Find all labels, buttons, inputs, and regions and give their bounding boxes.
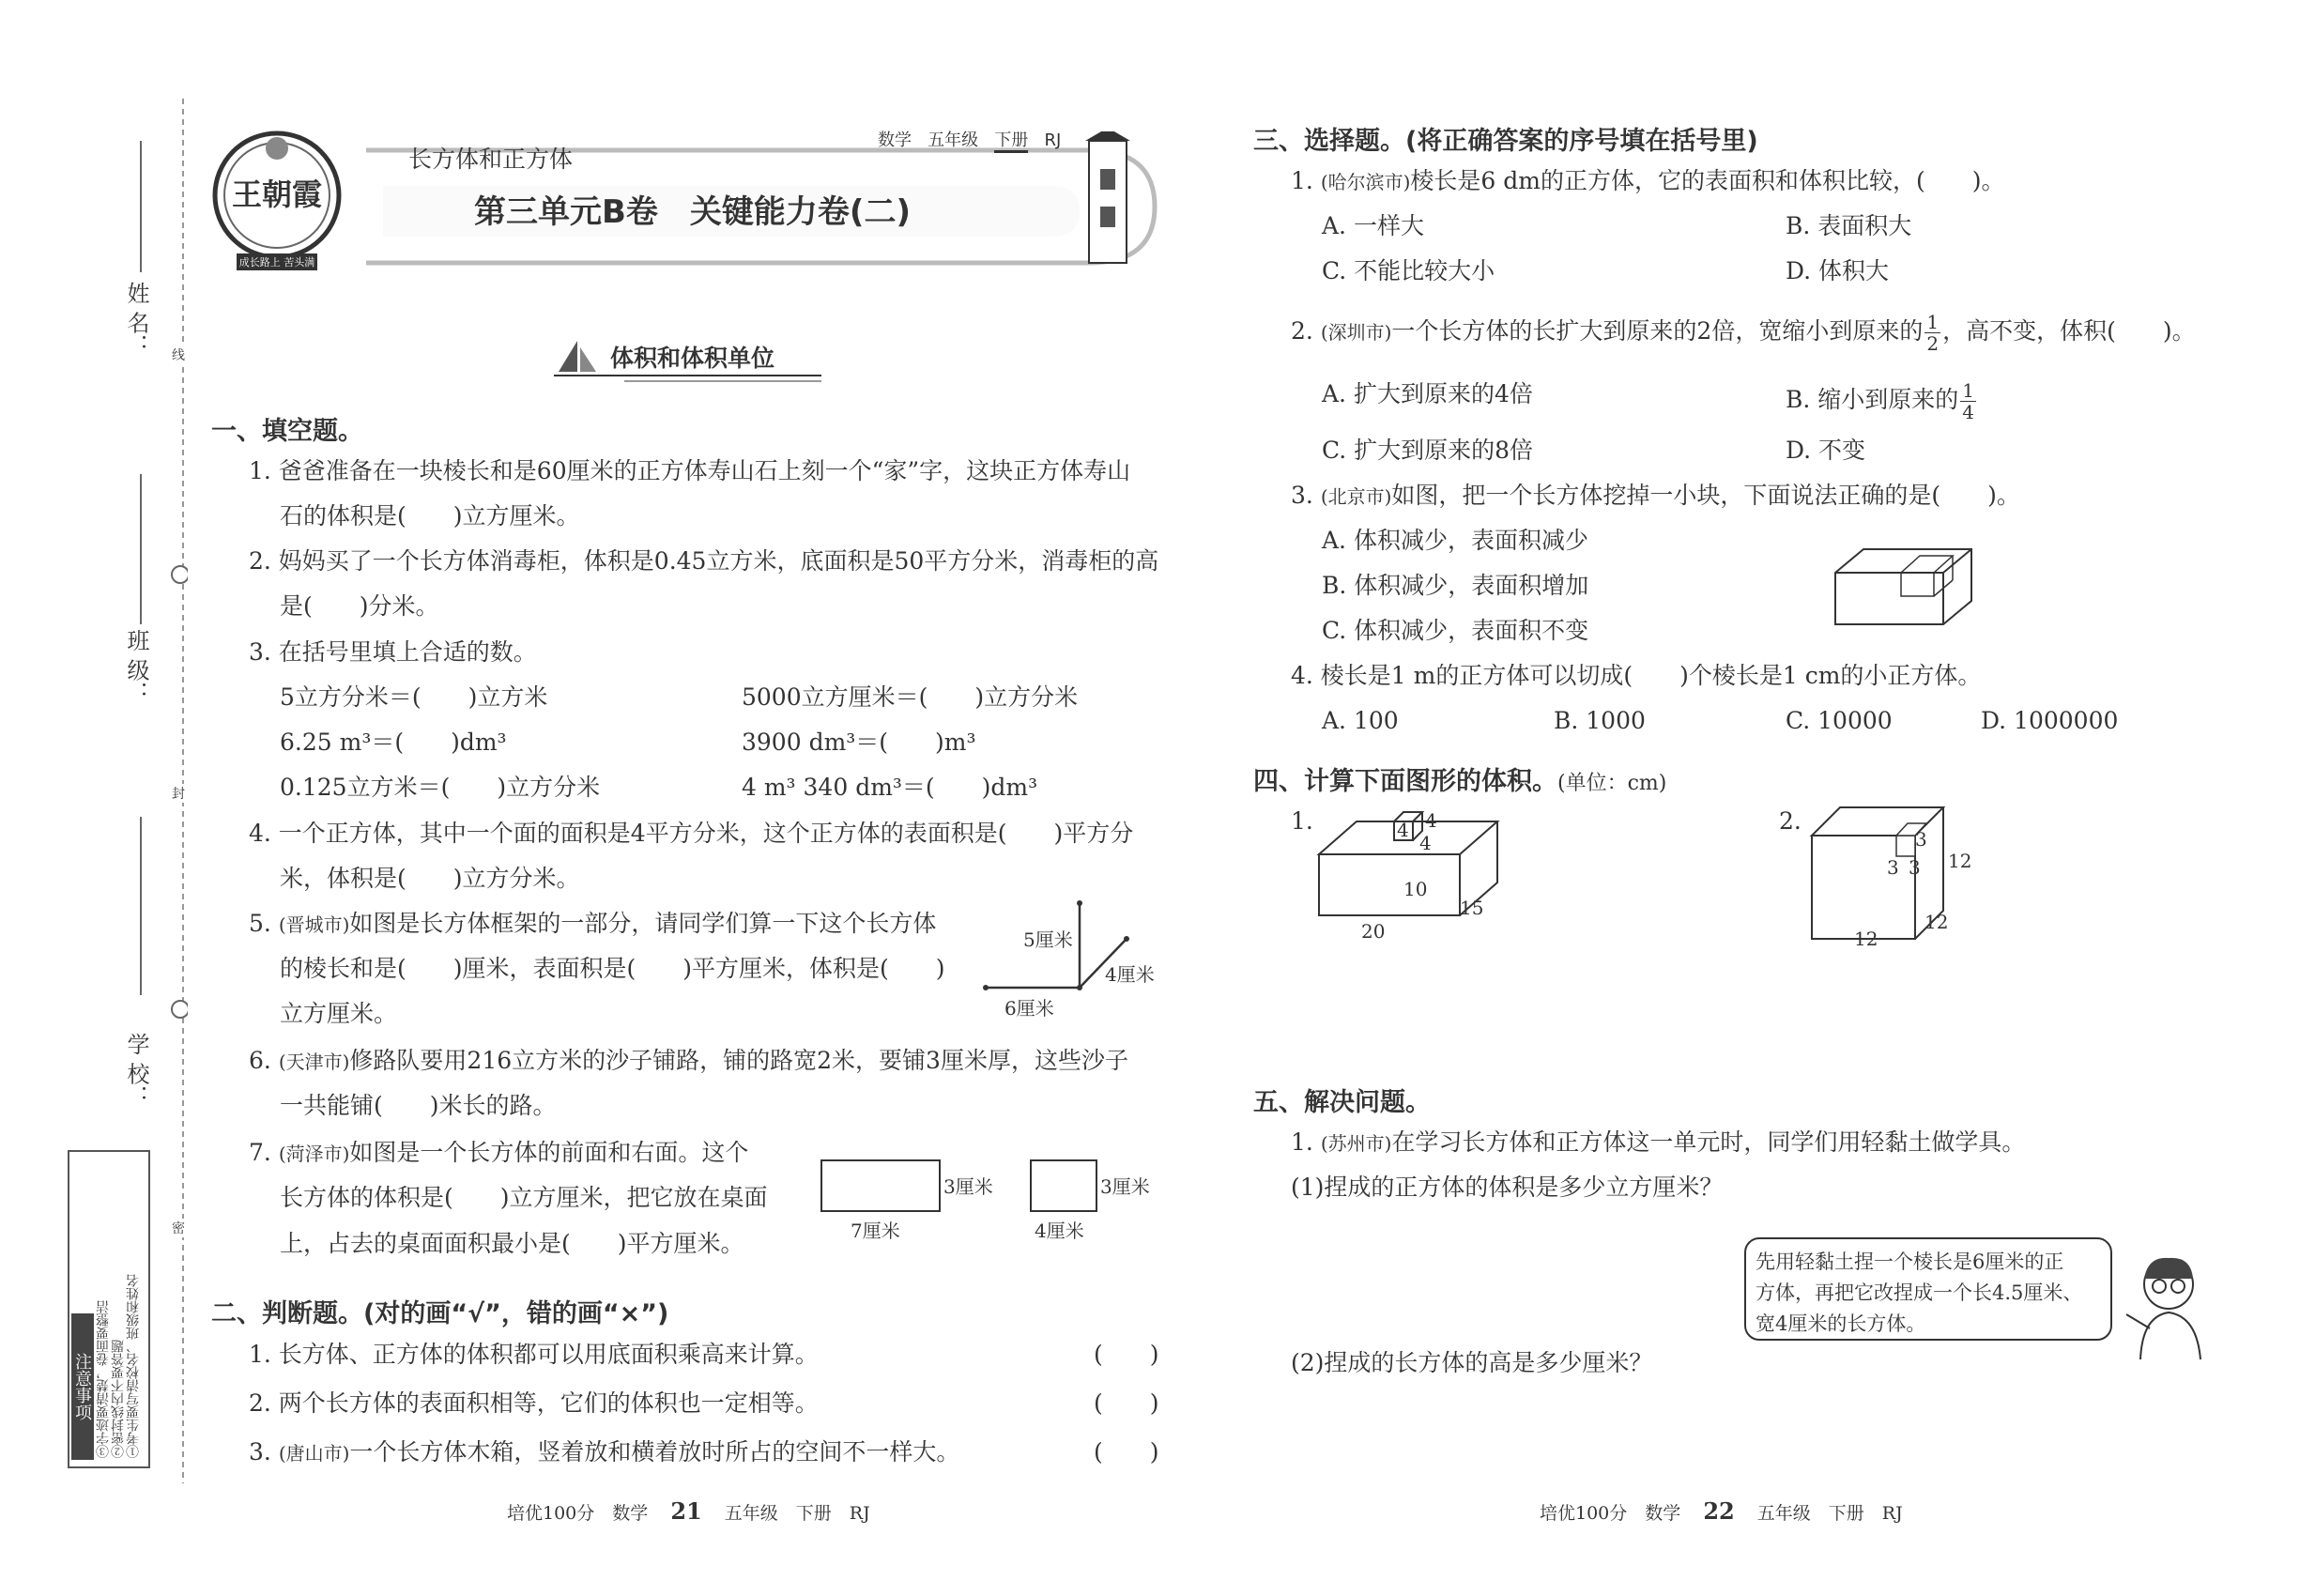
fig1-label-15: 15 — [1460, 897, 1484, 919]
s3-q3-opt-a[interactable]: A. 体积减少，表面积减少 — [1322, 527, 1588, 554]
fig2-label-12-depth: 12 — [1924, 911, 1949, 933]
notice-item: ①考生要写清校名、班级和姓名 — [126, 1274, 141, 1458]
unit-label: 长方体和正方体 — [408, 146, 574, 173]
fig2-label-12-bottom: 12 — [1854, 928, 1878, 950]
footer-left-page: 21 — [670, 1497, 702, 1525]
s1-q3-a: 5立方分米＝( )立方米 — [280, 683, 548, 711]
q7-label-4: 4厘米 — [1035, 1220, 1084, 1242]
footer-left — [507, 1497, 870, 1525]
binding-margin — [0, 0, 188, 1596]
s2-q3-answer[interactable]: ( ) — [1094, 1438, 1159, 1466]
s3-q1-opt-d[interactable]: D. 体积大 — [1786, 257, 1890, 284]
q7-front-face — [820, 1159, 941, 1212]
s4-unit: (单位：cm) — [1557, 772, 1667, 795]
fig1-label-4-front: 4 — [1397, 819, 1409, 841]
s1-q3-e: 0.125立方米＝( )立方分米 — [280, 774, 601, 801]
s2-q2: 2. 两个长方体的表面积相等，它们的体积也一定相等。 — [249, 1389, 819, 1417]
s4-title: 四、计算下面图形的体积。(单位：cm) — [1253, 767, 1667, 796]
fig2-number: 2. — [1779, 807, 1802, 835]
notice-item: ②密封线内不要答题 — [111, 1340, 126, 1458]
bubble-line: 先用轻黏土捏一个棱长是6厘米的正 — [1756, 1251, 2064, 1273]
fig2-label-3-c: 3 — [1909, 856, 1921, 879]
fig1-label-4-side: 4 — [1425, 809, 1437, 832]
s2-q2-answer[interactable]: ( ) — [1094, 1389, 1159, 1417]
s3-q3-opt-b[interactable]: B. 体积减少，表面积增加 — [1322, 572, 1589, 599]
fig1-label-4-bottom: 4 — [1419, 832, 1432, 854]
q3-cut-cuboid-figure — [1831, 545, 1981, 638]
q2-optb-fraction: $\frac{1}{4}$ — [1962, 379, 1975, 423]
s1-q5-line3: 立方厘米。 — [280, 1000, 398, 1027]
s1-q7-line1: 7. (菏泽市)如图是一个长方体的前面和右面。这个 — [249, 1139, 749, 1166]
s1-q6-line2: 一共能铺( )米长的路。 — [280, 1092, 557, 1119]
brand-name: 王朝霞 — [231, 176, 322, 212]
fig1-label-10: 10 — [1403, 878, 1428, 900]
q7-side-face — [1030, 1159, 1097, 1212]
s1-q1-line1: 1. 爸爸准备在一块棱长和是60厘米的正方体寿山石上刻一个“家”字，这块正方体寿山 — [249, 457, 1131, 484]
q7-city: (菏泽市) — [278, 1143, 350, 1165]
s1-q3-c: 6.25 m³＝( )dm³ — [280, 729, 507, 756]
s1-q4-line1: 4. 一个正方体，其中一个面的面积是4平方分米，这个正方体的表面积是( )平方分 — [249, 820, 1134, 847]
section-banner: 体积和体积单位 — [610, 345, 775, 372]
s3-q2: 2. (深圳市)一个长方体的长扩大到原来的2倍，宽缩小到原来的 $\frac{1}{2}$ ，高不变，体积( )。 — [1291, 311, 2196, 355]
hint-bubble — [1744, 1237, 2112, 1341]
s2-q1-answer[interactable]: ( ) — [1094, 1341, 1159, 1368]
s1-title: 一、填空题。 — [211, 417, 363, 446]
s5-sub2: (2)捏成的长方体的高是多少厘米？ — [1291, 1349, 1653, 1376]
subject-meta — [878, 127, 1061, 151]
fig2-label-3-b: 3 — [1887, 856, 1899, 879]
teacher-icon — [2122, 1249, 2225, 1361]
s3-q1-opt-c[interactable]: C. 不能比较大小 — [1322, 257, 1495, 284]
q5-fig-label-4: 4厘米 — [1105, 963, 1155, 986]
q7-label-3a: 3厘米 — [943, 1175, 993, 1198]
s3-q1-city: (哈尔滨市) — [1320, 171, 1411, 193]
s5-q1: 1. (苏州市)在学习长方体和正方体这一单元时，同学们用轻黏土做学具。 — [1291, 1128, 2026, 1156]
s1-q5-line2: 的棱长和是( )厘米，表面积是( )平方厘米，体积是( ) — [280, 955, 945, 982]
s1-q1-line2: 石的体积是( )立方厘米。 — [280, 502, 580, 529]
s3-q3-opt-c[interactable]: C. 体积减少，表面积不变 — [1322, 617, 1589, 644]
s1-q7-line3: 上，占去的桌面面积最小是( )平方厘米。 — [280, 1230, 744, 1257]
footer-left-text: 培优100分 数学 — [507, 1503, 649, 1524]
bubble-line: 方体，再把它改捏成一个长4.5厘米、 — [1756, 1281, 2083, 1304]
s5-q1-city: (苏州市) — [1320, 1132, 1392, 1155]
s3-q3-city: (北京市) — [1320, 485, 1392, 508]
s2-q3-city: (唐山市) — [278, 1442, 350, 1465]
name-label: 姓 名： — [123, 282, 149, 357]
class-label: 班 级： — [123, 629, 149, 704]
footer-right-text: 培优100分 数学 — [1540, 1503, 1681, 1524]
footer-right — [1540, 1497, 1903, 1525]
s3-q4-opt-d[interactable]: D. 1000000 — [1981, 707, 2119, 734]
s3-title: 三、选择题。(将正确答案的序号填在括号里) — [1253, 127, 1758, 156]
s3-q4-opt-c[interactable]: C. 10000 — [1786, 707, 1893, 734]
bubble-line: 宽4厘米的长方体。 — [1756, 1312, 1926, 1335]
cut-label: 封 — [172, 784, 185, 803]
footer-left-meta: 五年级 下册 RJ — [724, 1503, 870, 1524]
cut-label: 线 — [172, 345, 185, 364]
s1-q5-line1: 5. (晋城市)如图是长方体框架的一部分，请同学们算一下这个长方体 — [249, 910, 937, 937]
s3-q1-opt-b[interactable]: B. 表面积大 — [1786, 212, 1912, 239]
s3-q2-city: (深圳市) — [1320, 321, 1392, 344]
meta-grade: 五年级 — [928, 130, 979, 150]
fig2-label-3-a: 3 — [1915, 828, 1927, 851]
brand-slogan: 成长路上 苦头满天 — [238, 256, 315, 284]
meta-edition: RJ — [1044, 130, 1062, 150]
school-label: 学 校： — [123, 1033, 149, 1108]
s3-q1: 1. (哈尔滨市)棱长是6 dm的正方体，它的表面积和体积比较，( )。 — [1291, 167, 2005, 194]
meta-subject: 数学 — [878, 130, 912, 150]
fig2-label-12-side: 12 — [1948, 850, 1972, 872]
s1-q2-line1: 2. 妈妈买了一个长方体消毒柜，体积是0.45立方米，底面积是50平方分米，消毒柜的高 — [249, 547, 1159, 575]
notice-box — [68, 1150, 150, 1468]
brand-logo — [207, 122, 347, 284]
s2-q1: 1. 长方体、正方体的体积都可以用底面积乘高来计算。 — [249, 1341, 819, 1368]
s3-q3: 3. (北京市)如图，把一个长方体挖掉一小块，下面说法正确的是( )。 — [1291, 482, 2020, 509]
s3-q4-opt-b[interactable]: B. 1000 — [1554, 707, 1646, 734]
s3-q2-opt-c[interactable]: C. 扩大到原来的8倍 — [1322, 437, 1534, 464]
footer-right-meta: 五年级 下册 RJ — [1756, 1503, 1903, 1524]
q7-label-3b: 3厘米 — [1100, 1175, 1150, 1198]
s3-q4: 4. 棱长是1 m的正方体可以切成( )个棱长是1 cm的小正方体。 — [1291, 662, 1982, 689]
notice-title: 注意事项 — [71, 1313, 94, 1460]
page-title: 第三单元B卷 关键能力卷(二) — [474, 193, 911, 231]
s3-q2-opt-b[interactable]: B. 缩小到原来的 $\frac{1}{4}$ — [1786, 379, 1975, 423]
s5-sub1: (1)捏成的正方体的体积是多少立方厘米？ — [1291, 1174, 1724, 1201]
s1-q3-b: 5000立方厘米＝( )立方分米 — [742, 683, 1079, 711]
q5-fig-label-5: 5厘米 — [1023, 928, 1073, 951]
q5-city: (晋城市) — [278, 913, 350, 936]
s3-q1-opt-a[interactable]: A. 一样大 — [1322, 212, 1424, 239]
s1-q2-line2: 是( )分米。 — [280, 592, 439, 620]
q7-label-7: 7厘米 — [851, 1220, 900, 1242]
s3-q2-opt-a[interactable]: A. 扩大到原来的4倍 — [1322, 380, 1533, 407]
s1-q7-line2: 长方体的体积是( )立方厘米，把它放在桌面 — [280, 1184, 768, 1211]
cut-label: 密 — [172, 1219, 185, 1237]
fig1-label-20: 20 — [1361, 920, 1386, 943]
s3-q2-opt-d[interactable]: D. 不变 — [1786, 437, 1866, 464]
q5-frame-figure — [967, 892, 1173, 1023]
s1-q3-d: 3900 dm³＝( )m³ — [742, 729, 976, 756]
meta-term: 下册 — [994, 130, 1028, 153]
q2-fraction: $\frac{1}{2}$ — [1926, 311, 1940, 355]
s3-q4-opt-a[interactable]: A. 100 — [1322, 707, 1399, 734]
s2-title: 二、判断题。(对的画“√”，错的画“×”) — [211, 1299, 669, 1328]
fig1-number: 1. — [1291, 807, 1313, 835]
q5-fig-label-6: 6厘米 — [1004, 997, 1054, 1020]
notice-item: ③字迹要清楚，卷面要整洁 — [96, 1300, 111, 1458]
s5-title: 五、解决问题。 — [1253, 1088, 1431, 1117]
s1-q4-line2: 米，体积是( )立方分米。 — [280, 865, 580, 892]
s1-q3: 3. 在括号里填上合适的数。 — [249, 638, 537, 666]
s1-q6-line1: 6. (天津市)修路队要用216立方米的沙子铺路，铺的路宽2米，要铺3厘米厚，这些沙子 — [249, 1047, 1128, 1074]
footer-right-page: 22 — [1703, 1497, 1735, 1525]
s2-q3: 3. (唐山市)一个长方体木箱，竖着放和横着放时所占的空间不一样大。 — [249, 1438, 960, 1466]
s1-q3-f: 4 m³ 340 dm³＝( )dm³ — [742, 774, 1038, 801]
q6-city: (天津市) — [278, 1051, 350, 1073]
